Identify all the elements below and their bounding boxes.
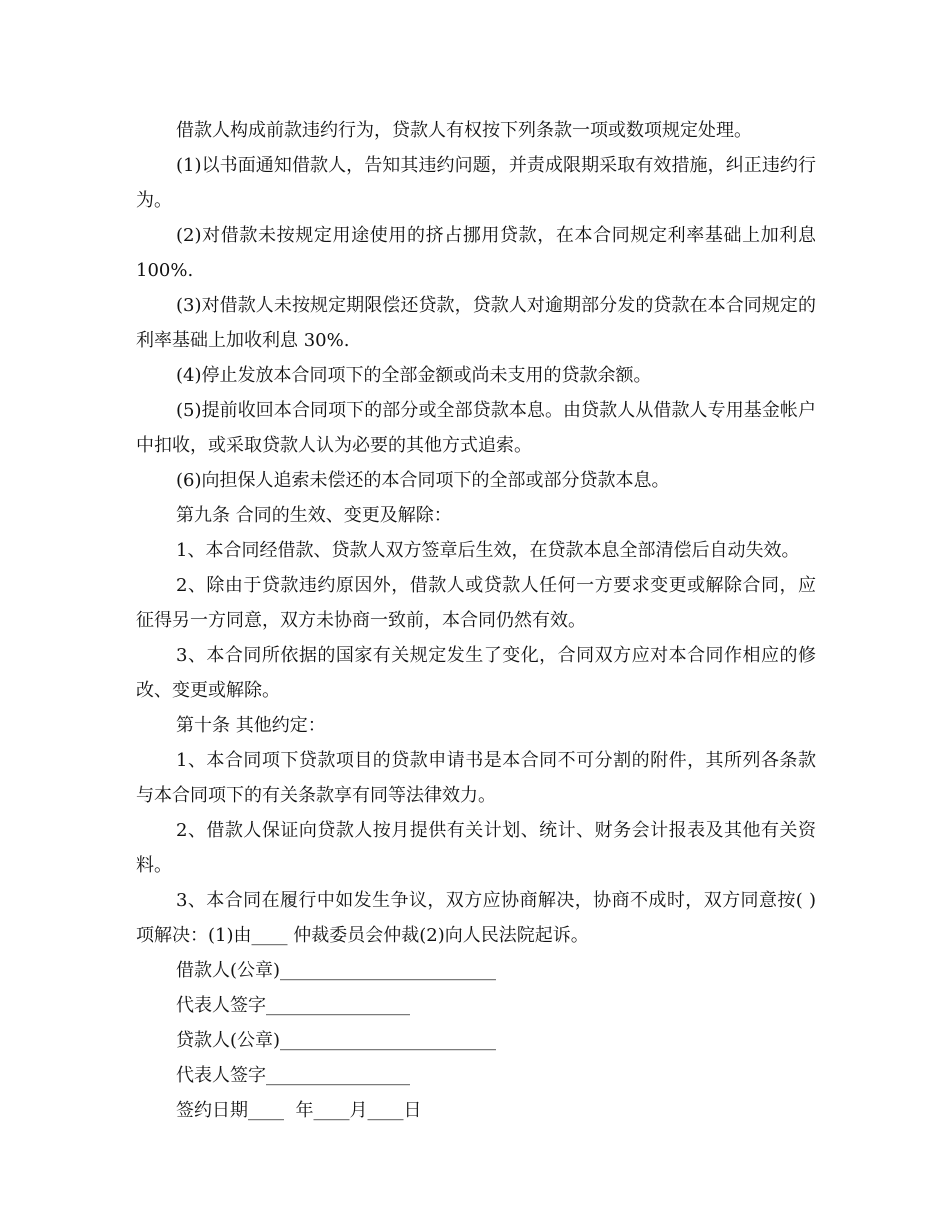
article-9-clause-3: 3、本合同所依据的国家有关规定发生了变化，合同双方应对本合同作相应的修改、变更或解除。: [136, 645, 816, 701]
article-9-heading: 第九条 合同的生效、变更及解除：: [176, 505, 452, 526]
paragraph-item-3: (3)对借款人未按规定期限偿还贷款，贷款人对逾期部分发的贷款在本合同规定的利率基础上加收利息 30%.: [136, 295, 816, 351]
paragraph-item-5: (5)提前收回本合同项下的部分或全部贷款本息。由贷款人从借款人专用基金帐户中扣收，或采取贷款人认为必要的其他方式追索。: [136, 400, 816, 456]
signing-date-line: 签约日期____ 年____月____日: [176, 1100, 422, 1121]
article-10-clause-3: 3、本合同在履行中如发生争议，双方应协商解决，协商不成时，双方同意按( )项解决：(1)由____ 仲裁委员会仲裁(2)向人民法院起诉。: [136, 890, 816, 946]
article-10-heading: 第十条 其他约定：: [176, 715, 326, 736]
lender-representative-signature-line: 代表人签字________________: [176, 1065, 410, 1086]
paragraph-item-1: (1)以书面通知借款人，告知其违约问题，并责成限期采取有效措施，纠正违约行为。: [136, 155, 816, 211]
borrower-representative-signature-line: 代表人签字________________: [176, 995, 410, 1016]
article-10-clause-1: 1、本合同项下贷款项目的贷款申请书是本合同不可分割的附件，其所列各条款与本合同项下的有关条款享有同等法律效力。: [136, 750, 816, 806]
article-9-clause-1: 1、本合同经借款、贷款人双方签章后生效，在贷款本息全部清偿后自动失效。: [176, 540, 800, 561]
document-body: [136, 113, 816, 1128]
article-9-clause-2: 2、除由于贷款违约原因外，借款人或贷款人任何一方要求变更或解除合同，应征得另一方同意，双方未协商一致前，本合同仍然有效。: [136, 575, 816, 631]
paragraph-item-6: (6)向担保人追索未偿还的本合同项下的全部或部分贷款本息。: [176, 470, 670, 491]
paragraph-item-2: (2)对借款未按规定用途使用的挤占挪用贷款，在本合同规定利率基础上加利息 100%.: [136, 225, 816, 281]
paragraph-intro: 借款人构成前款违约行为，贷款人有权按下列条款一项或数项规定处理。: [176, 120, 752, 141]
paragraph-item-4: (4)停止发放本合同项下的全部金额或尚未支用的贷款余额。: [176, 365, 652, 386]
lender-seal-line: 贷款人(公章)________________________: [176, 1030, 497, 1051]
article-10-clause-2: 2、借款人保证向贷款人按月提供有关计划、统计、财务会计报表及其他有关资料。: [136, 820, 816, 876]
borrower-seal-line: 借款人(公章)________________________: [176, 960, 497, 981]
